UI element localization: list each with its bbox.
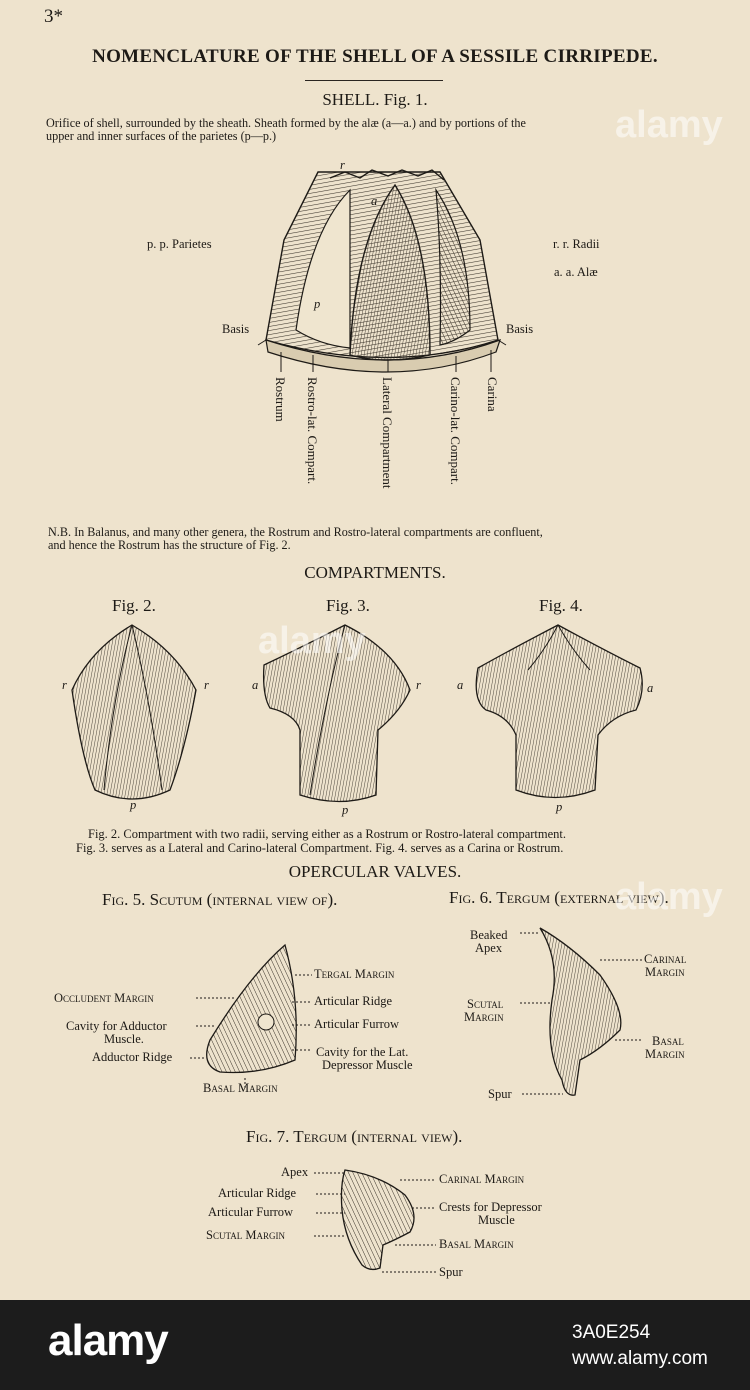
fig6-beaked-2: Apex <box>475 941 503 955</box>
fig5-cavity-adductor-1: Cavity for Adductor <box>66 1019 167 1033</box>
fig4-letter-a-left: a <box>457 678 464 692</box>
fig7-articular-ridge: Articular Ridge <box>218 1186 297 1200</box>
fig2-label: Fig. 2. <box>112 596 156 615</box>
label-basis-right: Basis <box>506 322 534 336</box>
fig1-letter-p: p <box>314 297 321 311</box>
watermark-logo-lower: alamy <box>615 876 723 918</box>
opercular-heading: OPERCULAR VALVES. <box>288 862 462 881</box>
fig6-basal-1: Basal <box>652 1034 684 1048</box>
fig3-label: Fig. 3. <box>326 596 370 615</box>
footer-site: www.alamy.com <box>572 1348 708 1369</box>
fig6-basal-2: Margin <box>645 1047 685 1061</box>
watermark-logo-top: alamy <box>615 104 723 146</box>
fig5-tergal-margin: Tergal Margin <box>314 967 395 981</box>
shell-caption-line-1: Orifice of shell, surrounded by the sheath. Sheath formed by the alæ (a—a.) and by portions of the <box>46 116 526 130</box>
fig6-scutal-1: Scutal <box>467 997 504 1011</box>
shell-caption-line-2: upper and inner surfaces of the parietes (p—p.) <box>46 129 277 143</box>
fig1-letter-r: r <box>340 158 345 172</box>
label-carina: Carina <box>485 377 500 412</box>
fig7-scutal-margin: Scutal Margin <box>206 1228 285 1242</box>
footer-image-id: 3A0E254 <box>572 1322 651 1343</box>
shell-heading: SHELL. Fig. 1. <box>322 90 428 109</box>
fig4-letter-p: p <box>556 800 563 814</box>
fig7-basal-margin: Basal Margin <box>439 1237 514 1251</box>
label-rostrum: Rostrum <box>273 377 288 422</box>
label-parietes: p. p. Parietes <box>147 237 212 251</box>
compartments-caption-1: Fig. 2. Compartment with two radii, serving either as a Rostrum or Rostro-lateral compartment. <box>88 827 567 841</box>
fig5-cavity-adductor-2: Muscle. <box>104 1032 144 1046</box>
fig5-articular-furrow: Articular Furrow <box>314 1017 400 1031</box>
fig7-carinal-margin: Carinal Margin <box>439 1172 525 1186</box>
label-lateral: Lateral Compartment <box>380 377 395 489</box>
fig5-occludent-margin: Occludent Margin <box>54 991 154 1005</box>
fig7-crests-2: Muscle <box>478 1213 515 1227</box>
fig5-basal-margin: Basal Margin <box>203 1081 278 1095</box>
fig5-cavity-lat-2: Depressor Muscle <box>322 1058 413 1072</box>
page-title: NOMENCLATURE OF THE SHELL OF A SESSILE CIRRIPEDE. <box>92 46 658 67</box>
compartments-heading: COMPARTMENTS. <box>304 563 446 582</box>
fig3-letter-a: a <box>252 678 259 692</box>
label-carino-lat: Carino-lat. Compart. <box>448 377 463 485</box>
fig6-beaked-1: Beaked <box>470 928 508 942</box>
fig3-letter-p: p <box>342 803 349 817</box>
compartments-caption-2: Fig. 3. serves as a Lateral and Carino-lateral Compartment. Fig. 4. serves as a Carina or Rostrum. <box>76 841 564 855</box>
fig7-crests-1: Crests for Depressor <box>439 1200 542 1214</box>
fig2-letter-p: p <box>130 798 137 812</box>
fig6-carinal-1: Carinal <box>644 952 687 966</box>
fig6-spur: Spur <box>488 1087 512 1101</box>
fig4-letter-a-right: a <box>647 681 654 695</box>
fig7-apex: Apex <box>281 1165 309 1179</box>
fig4-label: Fig. 4. <box>539 596 583 615</box>
fig2-letter-r-left: r <box>62 678 67 692</box>
page-number: 3* <box>44 6 63 27</box>
fig7-spur: Spur <box>439 1265 463 1279</box>
fig6-carinal-2: Margin <box>645 965 685 979</box>
fig5-title: Fig. 5. Scutum (internal view of). <box>102 890 338 909</box>
fig6-scutal-2: Margin <box>464 1010 504 1024</box>
fig5-cavity-lat-1: Cavity for the Lat. <box>316 1045 409 1059</box>
fig3-letter-r: r <box>416 678 421 692</box>
note-line-2: and hence the Rostrum has the structure of Fig. 2. <box>48 538 291 552</box>
fig7-title: Fig. 7. Tergum (internal view). <box>246 1127 463 1146</box>
label-basis-left: Basis <box>222 322 250 336</box>
fig2-letter-r-right: r <box>204 678 209 692</box>
fig1-letter-a: a <box>371 194 378 208</box>
stock-footer <box>0 1300 750 1390</box>
fig6-title: Fig. 6. Tergum (external view). <box>449 888 669 907</box>
label-alae: a. a. Alæ <box>554 265 598 279</box>
label-radii: r. r. Radii <box>553 237 600 251</box>
fig5-articular-ridge: Articular Ridge <box>314 994 393 1008</box>
fig7-articular-furrow: Articular Furrow <box>208 1205 294 1219</box>
label-rostro-lat: Rostro-lat. Compart. <box>305 377 320 485</box>
footer-logo: alamy <box>48 1316 168 1365</box>
note-line-1: N.B. In Balanus, and many other genera, the Rostrum and Rostro-lateral compartments are confluent, <box>48 525 543 539</box>
watermark-logo-middle: alamy <box>258 620 366 662</box>
fig5-adductor-ridge: Adductor Ridge <box>92 1050 173 1064</box>
